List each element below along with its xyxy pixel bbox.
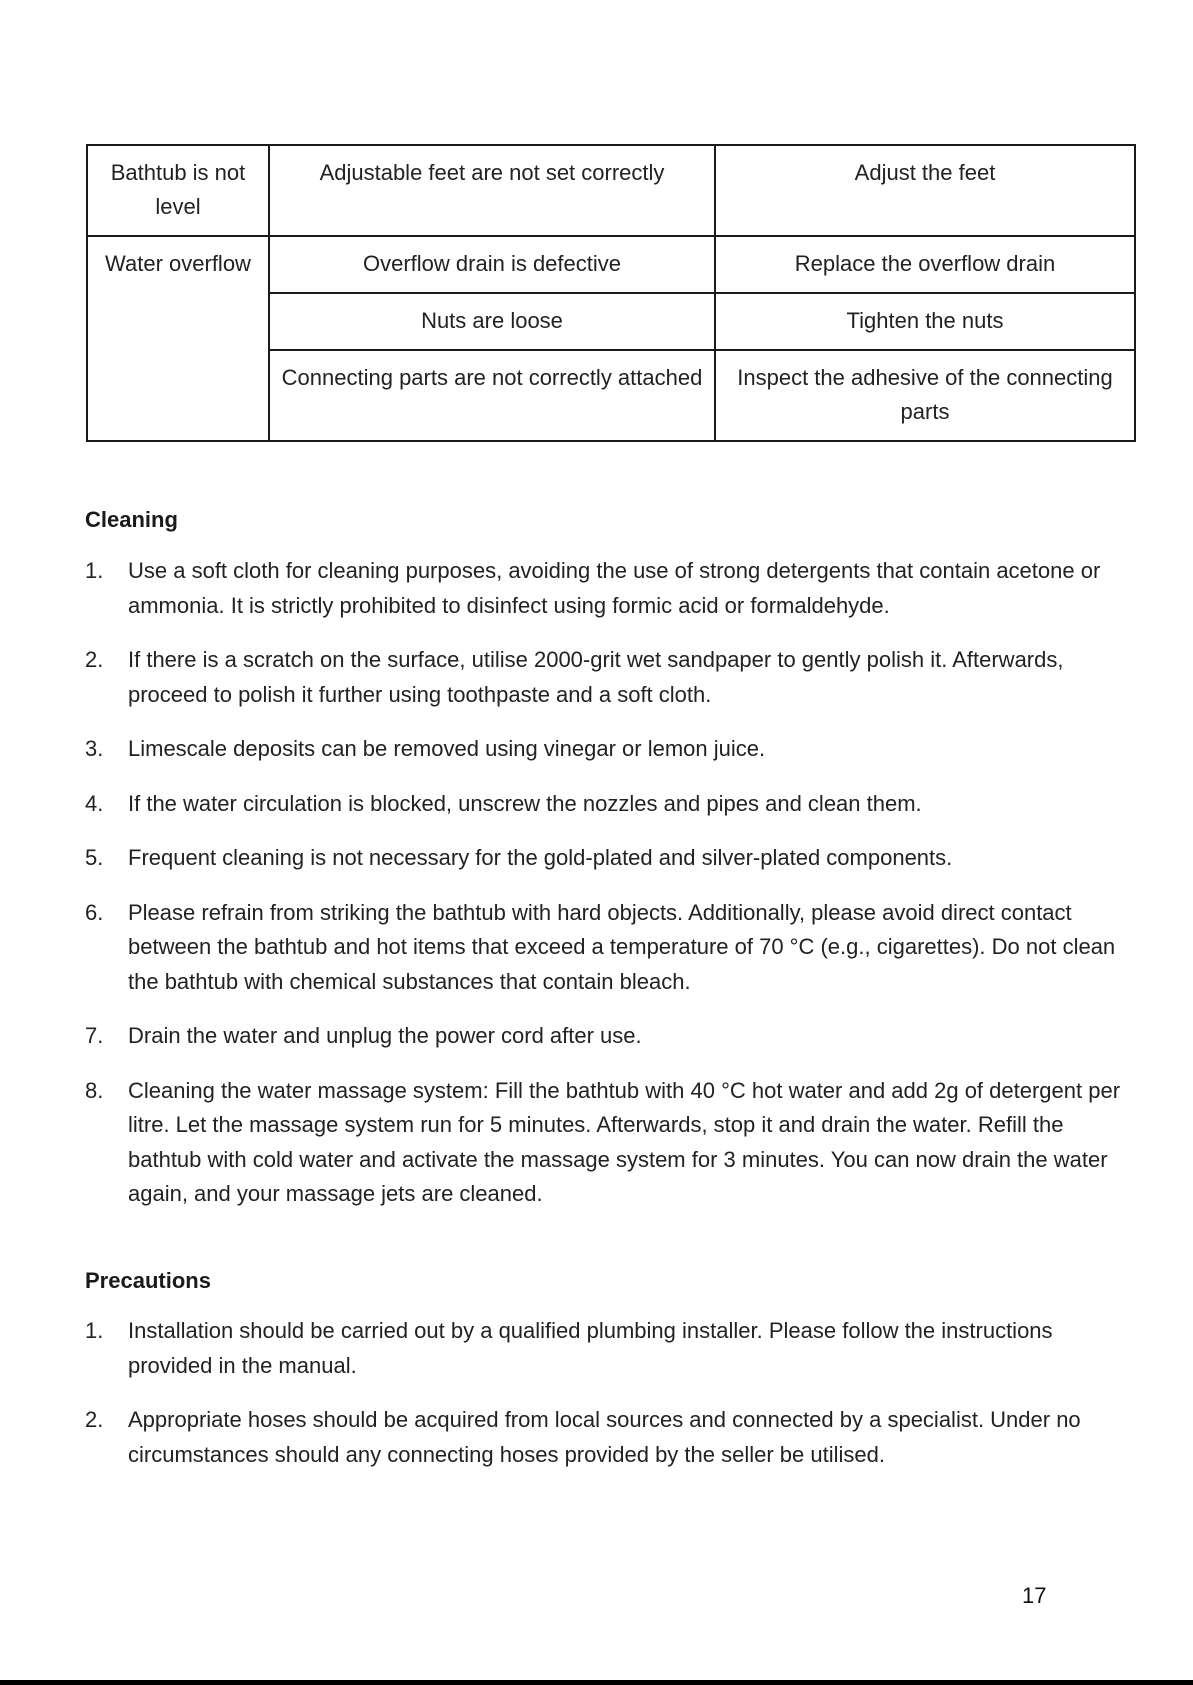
precautions-list [85,1314,1125,1492]
page-number: 17 [1022,1583,1047,1608]
list-item-number: 1. [85,1318,104,1343]
table-row [87,236,1135,293]
list-item-text: Appropriate hoses should be acquired from local sources and connected by a specialist. Under no circumstances should any connecting hoses provided by the seller be utilised. [128,1407,1081,1467]
cause-cell: Nuts are loose [269,293,715,350]
list-item-number: 6. [85,899,104,925]
list-item [85,896,1125,1000]
list-item-number: 3. [85,736,104,761]
cause-cell: Overflow drain is defective [269,236,715,293]
list-item [85,841,1125,876]
solution-cell: Replace the overflow drain [715,236,1135,293]
precautions-heading: Precautions [85,1268,211,1293]
list-item [85,732,1125,767]
problem-cell: Bathtub is not level [87,145,269,236]
table-row [87,145,1135,236]
list-item-text: Drain the water and unplug the power cord after use. [128,1023,642,1048]
list-item [85,1019,1125,1054]
solution-cell: Inspect the adhesive of the connecting parts [715,350,1135,441]
list-item [85,554,1125,623]
list-item-number: 1. [85,558,104,583]
list-item-text: Limescale deposits can be removed using vinegar or lemon juice. [128,736,766,761]
list-item-text: Use a soft cloth for cleaning purposes, avoiding the use of strong detergents that contain acetone or ammonia. It is strictly prohibited to disinfect using formic acid or formaldehyde. [128,558,1101,618]
cause-cell: Adjustable feet are not set correctly [269,145,715,236]
list-item-number: 8. [85,1077,104,1103]
cause-cell: Connecting parts are not correctly attached [269,350,715,441]
list-item [85,1314,1125,1383]
solution-cell: Adjust the feet [715,145,1135,236]
cleaning-list [85,554,1125,1232]
list-item-text: If the water circulation is blocked, unscrew the nozzles and pipes and clean them. [128,790,922,816]
list-item [85,1074,1125,1212]
list-item [85,1403,1125,1472]
list-item-text: Please refrain from striking the bathtub with hard objects. Additionally, please avoid direct contact between the bathtub and hot items that exceed a temperature of 70 °C (e.g., cigarettes). Do not clean the bathtub with chemical substances that contain bleach. [128,899,1116,994]
list-item-number: 4. [85,790,104,816]
list-item [85,787,1125,822]
list-item-number: 2. [85,1407,104,1432]
list-item-text: If there is a scratch on the surface, utilise 2000-grit wet sandpaper to gently polish it. Afterwards, proceed to polish it further using toothpaste and a soft cloth. [128,647,1064,707]
cleaning-heading: Cleaning [85,507,178,532]
list-item [85,643,1125,712]
list-item-text: Frequent cleaning is not necessary for the gold-plated and silver-plated components. [128,845,953,870]
list-item-text: Cleaning the water massage system: Fill the bathtub with 40 °C hot water and add 2g of detergent per litre. Let the massage system run for 5 minutes. Afterwards, stop it and drain the water. Refill the bathtub with cold water and activate the massage system for 3 minutes. You can now drain the water again, and your massage jets are cleaned. [128,1077,1121,1206]
troubleshooting-table [86,144,1136,442]
list-item-text: Installation should be carried out by a qualified plumbing installer. Please follow the instructions provided in the manual. [128,1318,1053,1378]
list-item-number: 7. [85,1023,104,1048]
solution-cell: Tighten the nuts [715,293,1135,350]
list-item-number: 2. [85,647,104,672]
list-item-number: 5. [85,845,104,870]
page-bottom-border [0,1680,1193,1685]
problem-cell: Water overflow [87,236,269,441]
